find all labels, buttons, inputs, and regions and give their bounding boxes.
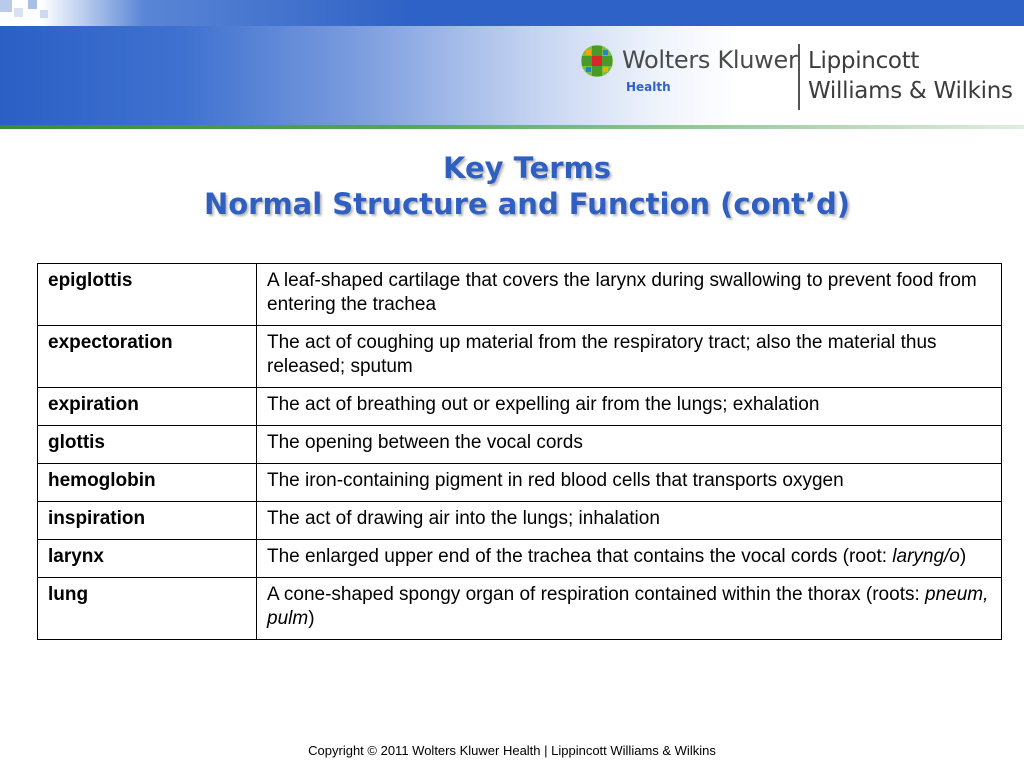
decorative-square xyxy=(0,0,12,12)
header-top-bar xyxy=(0,0,1024,26)
header-underline xyxy=(0,125,1024,129)
term-cell: inspiration xyxy=(38,502,257,540)
definition-cell: The iron-containing pigment in red blood cells that transports oxygen xyxy=(257,464,1002,502)
decorative-square xyxy=(40,10,48,18)
definition-cell: The opening between the vocal cords xyxy=(257,426,1002,464)
term-cell: expiration xyxy=(38,388,257,426)
root-suffix: ) xyxy=(308,608,315,629)
definition-cell: The act of coughing up material from the respiratory tract; also the material thus released; sputum xyxy=(257,326,1002,388)
definition-text: A cone-shaped spongy organ of respiration contained within the thorax xyxy=(267,584,861,605)
wolters-kluwer-logo-icon xyxy=(580,44,614,78)
logo-sub-text: Health xyxy=(626,80,671,94)
slide-title xyxy=(0,150,1024,222)
key-terms-table xyxy=(37,263,1002,640)
copyright-footer: Copyright © 2011 Wolters Kluwer Health | Lippincott Williams & Wilkins xyxy=(308,743,716,758)
table-row xyxy=(38,540,1002,578)
term-cell: lung xyxy=(38,578,257,640)
title-line-2: Normal Structure and Function (cont’d) xyxy=(203,187,851,221)
root-term: pneum, pulm xyxy=(267,584,989,629)
table-row xyxy=(38,464,1002,502)
definition-text: The enlarged upper end of the trachea that contains the vocal cords xyxy=(267,546,838,567)
definition-cell xyxy=(257,578,1002,640)
term-cell: hemoglobin xyxy=(38,464,257,502)
logo-divider xyxy=(798,44,800,110)
table-row xyxy=(38,326,1002,388)
decorative-square xyxy=(28,0,37,9)
header-banner xyxy=(0,0,1024,127)
term-cell: glottis xyxy=(38,426,257,464)
definition-cell xyxy=(257,540,1002,578)
definition-cell: A leaf-shaped cartilage that covers the larynx during swallowing to prevent food from entering the trachea xyxy=(257,264,1002,326)
term-cell: epiglottis xyxy=(38,264,257,326)
term-cell: larynx xyxy=(38,540,257,578)
table-row xyxy=(38,388,1002,426)
title-line-1: Key Terms xyxy=(442,151,611,185)
publisher-logo xyxy=(580,40,1020,114)
decorative-square xyxy=(14,8,23,17)
root-term: laryng/o xyxy=(892,546,960,567)
table-row xyxy=(38,264,1002,326)
root-prefix: (roots: xyxy=(865,584,926,605)
root-suffix: ) xyxy=(959,546,967,567)
table-row xyxy=(38,502,1002,540)
table-row xyxy=(38,426,1002,464)
definition-cell: The act of drawing air into the lungs; inhalation xyxy=(257,502,1002,540)
definition-cell: The act of breathing out or expelling air from the lungs; exhalation xyxy=(257,388,1002,426)
root-prefix: (root: xyxy=(842,546,893,567)
logo-primary-text: Wolters Kluwer xyxy=(622,46,798,74)
logo-secondary-line1: Lippincott xyxy=(808,48,920,74)
term-cell: expectoration xyxy=(38,326,257,388)
logo-secondary-line2: Williams & Wilkins xyxy=(808,78,1013,104)
table-row xyxy=(38,578,1002,640)
